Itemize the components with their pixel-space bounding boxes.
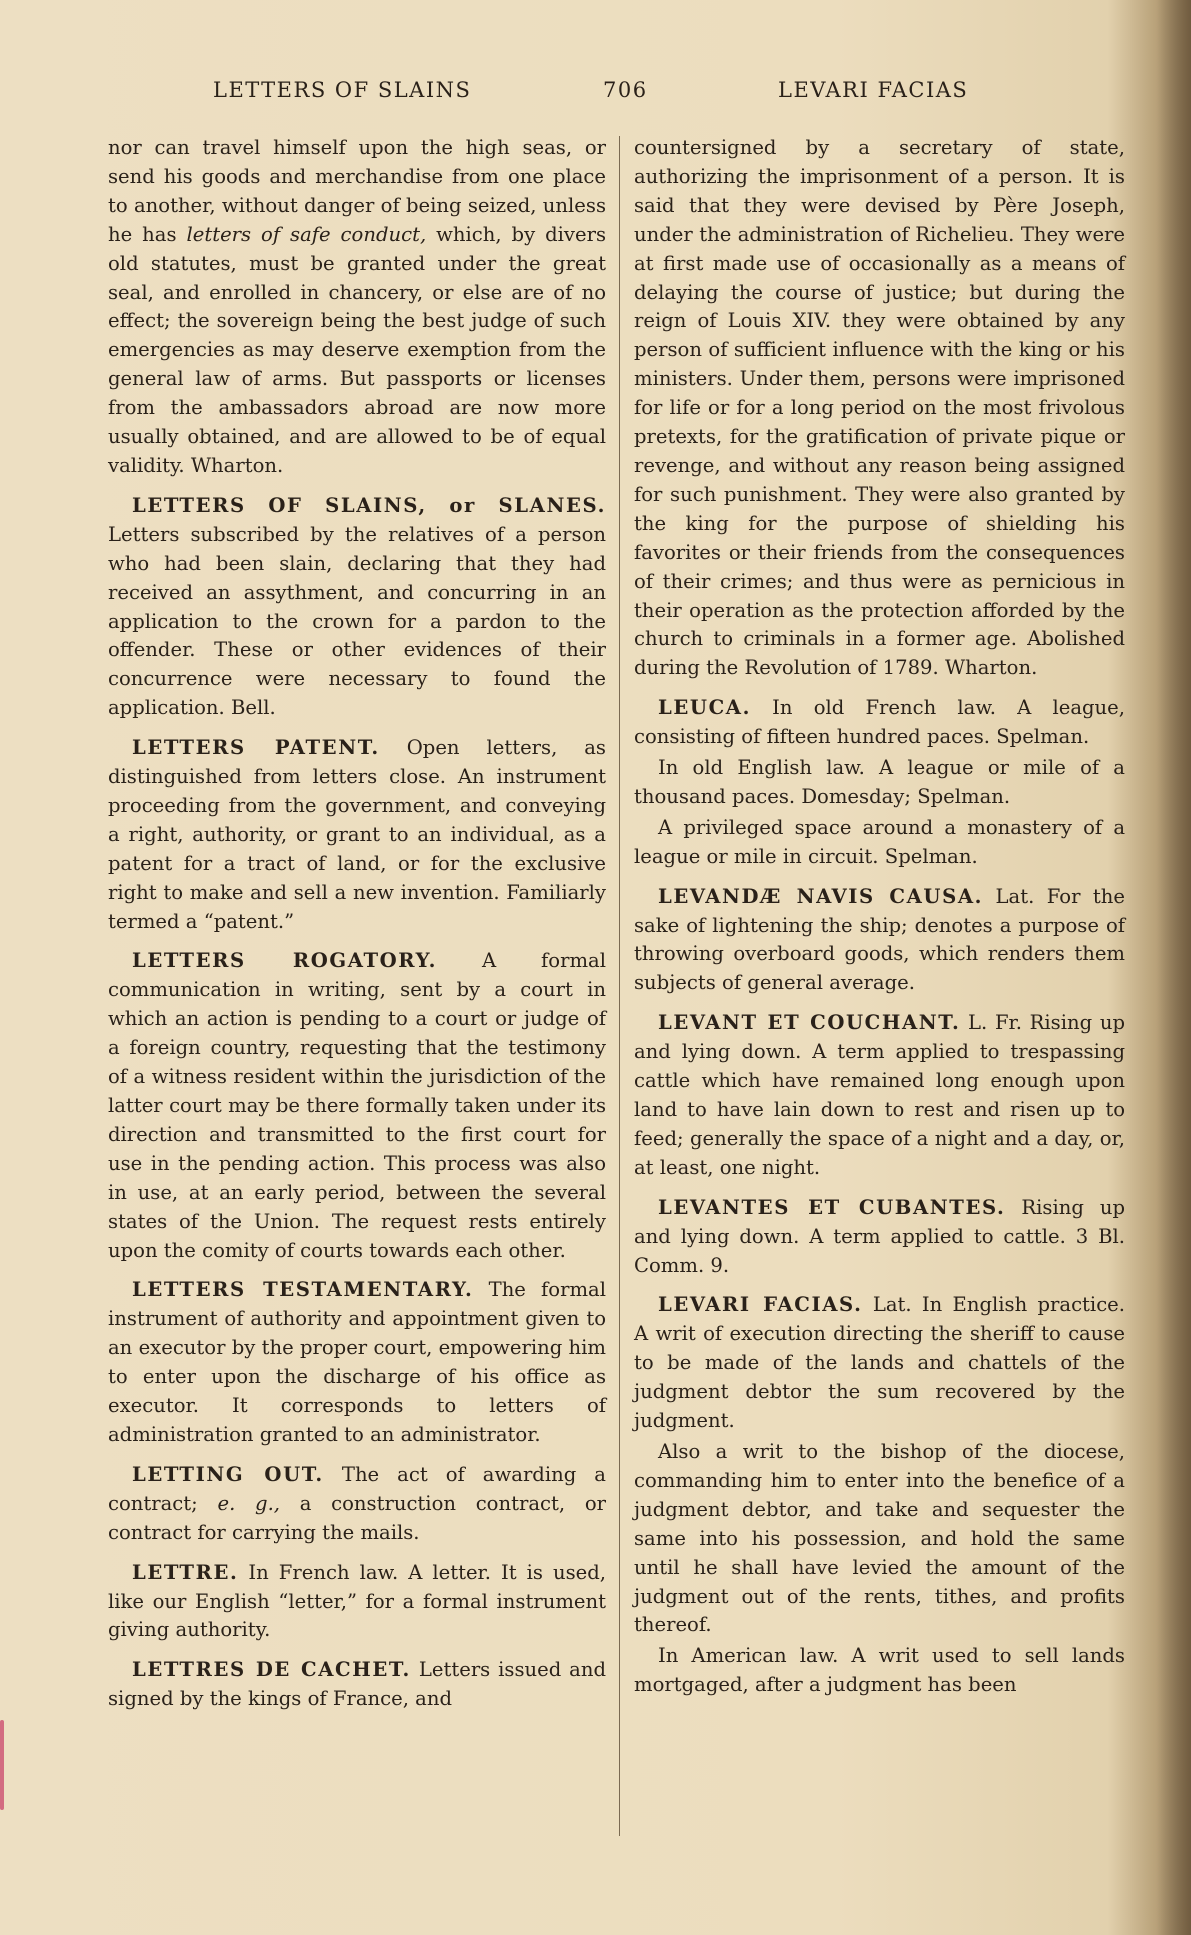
binding-shadow <box>1157 0 1191 1935</box>
entry-headword: LEVARI FACIAS. <box>658 1293 863 1317</box>
entry-text: Rising up and lying down. A term applied to cattle. 3 Bl. Comm. 9. <box>634 1195 1125 1277</box>
entry-headword: LETTERS PATENT. <box>132 736 380 760</box>
entry-lettre <box>108 1559 606 1646</box>
italic-term: letters of safe conduct, <box>186 222 427 246</box>
entry-text: In French law. A letter. It is used, like our English “letter,” for a formal instrument giving authority. <box>108 1560 606 1642</box>
entry-headword: LETTERS OF SLAINS, or SLANES. <box>132 493 606 517</box>
entry-text: Letters issued and signed by the kings of France, and <box>108 1658 607 1711</box>
entry-continuation: countersigned by a secretary of state, authorizing the imprisonment of a person. It is said that they were devised by Père Joseph, under the administration of Richelieu. They were at first made use of occasionally as a means of delaying the course of justice; but during the reign of Louis XIV. they were obtained by any person of sufficient influence with the king or his ministers. Under them, persons were imprisoned for life or for a long period on the most frivolous pretexts, for the gratification of private pique or revenge, and without any reason being assigned for such punishment. They were also granted by the king for the purpose of shielding his favorites or their friends from the consequences of their crimes; and thus were as pernicious in their operation as the protection afforded by the church to criminals in a former age. Abolished during the Revolution of 1789. Wharton. <box>634 136 1125 680</box>
entry-levandae-navis-causa <box>634 883 1125 999</box>
entry-text: which, by divers old statutes, must be granted under the great seal, and enrolled in chancery, or else are of no effect; the sovereign being the best judge of such emergencies as may deserve exemption from the general law of arms. But passports or licenses from the ambassadors abroad are now more usually obtained, and are allowed to be of equal validity. Wharton. <box>108 222 607 477</box>
entry-subsense: Also a writ to the bishop of the diocese, commanding him to enter into the benefice of a judgment debtor, and take and sequester the same into his possession, and hold the same until he shall have levied the amount of the judgment out of the rents, tithes, and profits thereof. <box>634 1439 1125 1637</box>
entry-text: a construction contract, or contract for carrying the mails. <box>108 1491 606 1544</box>
entry-headword: LETTRE. <box>132 1560 239 1584</box>
entry-headword: LEVANDÆ NAVIS CAUSA. <box>658 884 984 908</box>
entry-subsense: A privileged space around a monastery of a league or mile in circuit. Spelman. <box>634 815 1125 868</box>
entry-text: Open letters, as distinguished from letters close. An instrument proceeding from the government, and conveying a right, authority, or grant to an individual, as a patent for a tract of land, or for the exclusive right to make and sell a new invention. Familiarly termed a “patent.” <box>108 736 606 933</box>
entry-text: Lat. In English practice. A writ of execution directing the sheriff to cause to be made of the lands and chattels of the judgment debtor the sum recovered by the judgment. <box>634 1293 1125 1433</box>
entry-headword: LEVANT ET COUCHANT. <box>658 1011 961 1035</box>
entry-letting-out <box>108 1461 606 1548</box>
left-column <box>108 134 606 1725</box>
entry-levantes-et-cubantes <box>634 1194 1125 1281</box>
entry-headword: LETTERS TESTAMENTARY. <box>132 1278 474 1302</box>
entry-text: L. Fr. Rising up and lying down. A term applied to trespassing cattle which have remained long enough upon land to have lain down to rest and risen up to feed; generally the space of a night and a day, or, at least, one night. <box>634 1011 1125 1179</box>
entry-subsense: In old English law. A league or mile of a thousand paces. Domesday; Spelman. <box>634 756 1125 808</box>
entry-continuation <box>108 134 606 481</box>
entry-text: The act of awarding a contract; <box>108 1462 606 1515</box>
entry-headword: LETTERS ROGATORY. <box>132 949 438 973</box>
entry-text: Letters subscribed by the relatives of a person who had been slain, declaring that they had received an assythment, and concurring in an application to the crown for a pardon to the offender. These or other evidences of their concurrence were necessary to found the application. Bell. <box>108 522 606 720</box>
entry-text: The formal instrument of authority and appointment given to an executor by the proper court, empowering him to enter upon the discharge of his office as executor. It corresponds to letters of administration granted to an administrator. <box>108 1278 606 1446</box>
page-edge-mark <box>0 1720 4 1810</box>
entry-headword: LEUCA. <box>658 696 752 720</box>
header-right-guideword: LEVARI FACIAS <box>778 78 969 102</box>
entry-levant-et-couchant <box>634 1009 1125 1182</box>
entry-letters-of-slains <box>108 492 606 723</box>
entry-headword: LETTING OUT. <box>132 1462 324 1486</box>
running-header <box>108 78 1000 108</box>
right-column <box>634 134 1125 1711</box>
italic-term: e. g., <box>217 1491 281 1515</box>
entry-levari-facias <box>634 1291 1125 1436</box>
entry-headword: LETTRES DE CACHET. <box>132 1658 411 1682</box>
entry-letters-patent <box>108 734 606 936</box>
entry-lettres-de-cachet <box>108 1656 606 1714</box>
entry-headword: LEVANTES ET CUBANTES. <box>658 1195 1006 1219</box>
entry-leuca <box>634 694 1125 752</box>
entry-text: In old French law. A league, consisting of fifteen hundred paces. Spelman. <box>634 696 1125 749</box>
entry-letters-testamentary <box>108 1276 606 1449</box>
entry-text: A formal communication in writing, sent by a court in which an action is pending to a court or judge of a foreign country, requesting that the testimony of a witness resident within the jurisdiction of the latter court may be there formally taken under its direction and transmitted to the first court for use in the pending action. This process was also in use, at an early period, between the several states of the Union. The request rests entirely upon the comity of courts towards each other. <box>108 949 606 1262</box>
entry-letters-rogatory <box>108 947 606 1265</box>
column-divider <box>619 136 620 1836</box>
entry-text: Lat. For the sake of lightening the ship; denotes a purpose of throwing overboard goods, which renders them subjects of general average. <box>634 884 1125 995</box>
entry-text: nor can travel himself upon the high seas, or send his goods and merchandise from one place to another, without danger of being seized, unless he has <box>108 136 606 246</box>
header-left-guideword: LETTERS OF SLAINS <box>213 78 472 102</box>
entry-subsense: In American law. A writ used to sell lands mortgaged, after a judgment has been <box>634 1644 1125 1697</box>
page-number: 706 <box>603 78 648 102</box>
